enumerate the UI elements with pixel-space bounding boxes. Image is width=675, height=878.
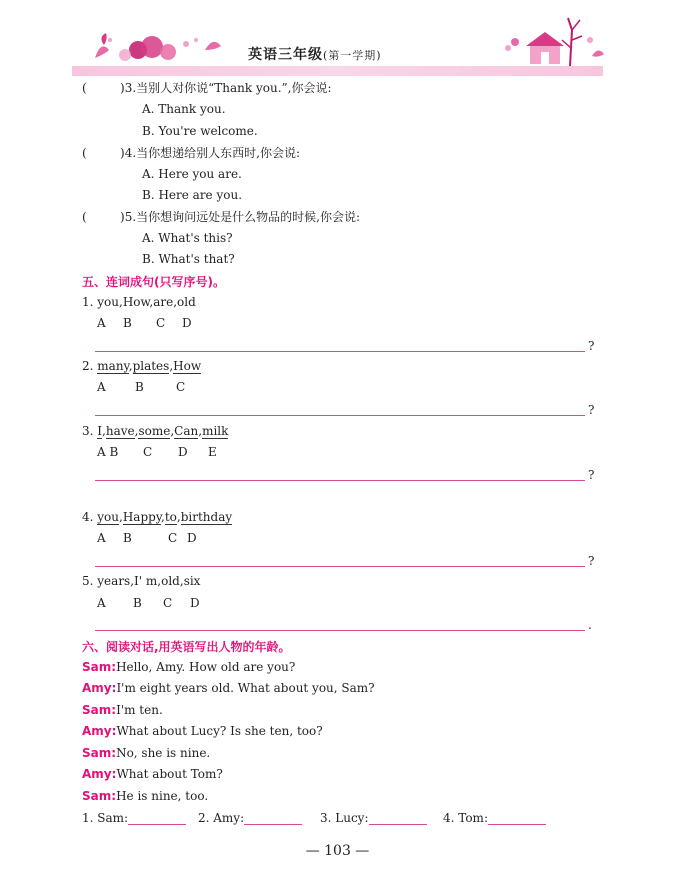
option-a: A. What's this? (142, 231, 233, 245)
letter: C (156, 316, 166, 330)
letter: B (135, 380, 144, 394)
answer-amy: 2. Amy: (198, 811, 302, 825)
letter: C (176, 380, 186, 394)
letter: C (168, 531, 178, 545)
question-text: )4.当你想递给别人东西时,你会说: (120, 146, 300, 160)
letter: A B (97, 445, 119, 459)
sentence-2-words: 2. many,plates,How (82, 359, 202, 373)
letter: C (163, 596, 173, 610)
section-5-title: 五、连词成句(只写序号)。 (82, 275, 225, 289)
dialogue-line: Sam:Hello, Amy. How old are you? (82, 660, 296, 674)
answer-blank[interactable] (244, 812, 302, 825)
header-band (72, 66, 603, 76)
letter: A (97, 380, 106, 394)
letter: A (97, 596, 106, 610)
question-text: )5.当你想询问远处是什么物品的时候,你会说: (120, 210, 360, 224)
dialogue-line: Amy:What about Tom? (82, 767, 223, 781)
answer-sam: 1. Sam: (82, 811, 186, 825)
answer-line[interactable] (95, 630, 585, 631)
answer-line[interactable] (95, 351, 585, 352)
letter: A (97, 316, 106, 330)
letter: C (143, 445, 153, 459)
letter: D (178, 445, 188, 459)
letter: B (133, 596, 142, 610)
dialogue-line: Sam:I'm ten. (82, 703, 163, 717)
letter: B (123, 316, 132, 330)
letter: D (190, 596, 200, 610)
answer-line[interactable] (95, 566, 585, 567)
option-a: A. Here you are. (142, 167, 242, 181)
sentence-5-words: 5. years,I' m,old,six (82, 574, 201, 588)
page-header (0, 0, 675, 80)
dialogue-line: Amy:What about Lucy? Is she ten, too? (82, 724, 323, 738)
letter: D (182, 316, 192, 330)
letter: D (187, 531, 197, 545)
header-title: 英语三年级(第一学期) (248, 47, 382, 63)
letter: B (123, 531, 132, 545)
sentence-1-words: 1. you,How,are,old (82, 295, 196, 309)
answer-tom: 4. Tom: (443, 811, 546, 825)
option-b: B. What's that? (142, 252, 235, 266)
answer-line[interactable] (95, 415, 585, 416)
answer-blank[interactable] (369, 812, 427, 825)
dialogue-line: Sam:No, she is nine. (82, 746, 211, 760)
option-b: B. Here are you. (142, 188, 243, 202)
end-punct: ? (588, 339, 595, 353)
section-6-title: 六、阅读对话,用英语写出人物的年龄。 (82, 640, 291, 654)
sentence-4-words: 4. you,Happy,to,birthday (82, 510, 233, 524)
answer-paren-open: ( (82, 146, 87, 160)
answer-paren-open: ( (82, 81, 87, 95)
end-punct: ? (588, 403, 595, 417)
right-house-icon (505, 18, 604, 66)
option-b: B. You're welcome. (142, 124, 258, 138)
dialogue-line: Sam:He is nine, too. (82, 789, 209, 803)
end-punct: . (588, 618, 592, 632)
question-text: )3.当别人对你说“Thank you.”,你会说: (120, 81, 332, 95)
dialogue-line: Amy:I'm eight years old. What about you, Sam? (82, 681, 375, 695)
letter: A (97, 531, 106, 545)
left-flower-icon (95, 33, 221, 61)
end-punct: ? (588, 468, 595, 482)
answer-blank[interactable] (128, 812, 186, 825)
answer-lucy: 3. Lucy: (320, 811, 427, 825)
letter: E (208, 445, 217, 459)
sentence-3-words: 3. I,have,some,Can,milk (82, 424, 229, 438)
end-punct: ? (588, 554, 595, 568)
answer-line[interactable] (95, 480, 585, 481)
option-a: A. Thank you. (142, 102, 226, 116)
answer-paren-open: ( (82, 210, 87, 224)
page-number: — 103 — (305, 843, 370, 859)
answer-blank[interactable] (488, 812, 546, 825)
